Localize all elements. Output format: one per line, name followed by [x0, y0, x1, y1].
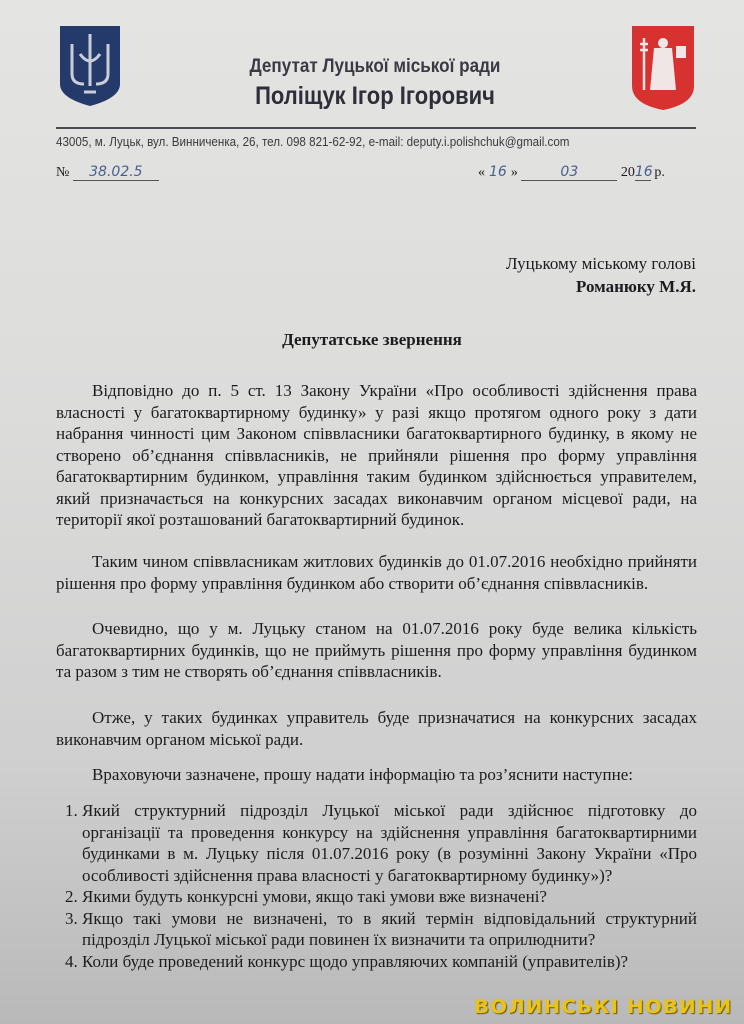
paragraph-5: Враховуючи зазначене, прошу надати інформацію та роз’яснити наступне: — [92, 765, 633, 784]
lutsk-coat-of-arms-icon — [630, 24, 696, 112]
letterhead-divider — [56, 127, 696, 129]
year-label: р. — [654, 165, 665, 180]
quote-close: » — [510, 165, 518, 180]
year-prefix: 20 — [620, 165, 635, 180]
addressee — [506, 252, 696, 298]
registration-number — [56, 164, 159, 181]
question-item: 4. Коли буде проведений конкурс щодо управляючих компаній (управителів)? — [82, 951, 697, 973]
letterhead-title: Депутат Луцької міської ради — [249, 56, 501, 77]
addressee-name: Романюку М.Я. — [575, 277, 696, 296]
paragraph-4: Отже, у таких будинках управитель буде призначатися на конкурсних засадах виконавчим органом міської ради. — [56, 708, 697, 749]
paragraph-1: Відповідно до п. 5 ст. 13 Закону України «Про особливості здійснення права власності у багатоквартирному будинку» у разі якщо протягом одного року з дати набрання чинності цим Законом співвласники багатоквартирного будинку, в якому не створено об’єднання співвласників, не прийняли рішення про форму управління багатоквартирним будинком, управління таким будинком здійснюється управителем, який призначається на конкурсних засадах виконавчим органом місцевої ради, на території якої розташований багатоквартирний будинок. — [56, 381, 697, 529]
paragraph-2: Таким чином співвласникам житлових будинків до 01.07.2016 необхідно прийняти рішення про форму управління будинком або створити об’єднання співвласників. — [56, 552, 697, 593]
question-item: 2. Якими будуть конкурсні умови, якщо такі умови вже визначені? — [82, 886, 697, 908]
year-suffix: 16 — [634, 164, 653, 180]
date-month: 03 — [521, 164, 617, 181]
number-label: № — [56, 165, 70, 180]
watermark-logo: ВОЛИНСЬКІ НОВИНИ — [473, 996, 733, 1018]
registration-date — [478, 164, 665, 181]
document-heading: Депутатське звернення — [282, 330, 462, 349]
question-item: 1. Який структурний підрозділ Луцької міської ради здійснює підготовку до організації та проведення конкурсу на здійснення управління багатоквартирними будинками в м. Луцьку після 01.07.2016 року (в розумінні Закону України «Про особливості здійснення права власності у багатоквартирному будинку»)? — [82, 800, 697, 886]
ukraine-coat-of-arms-icon — [58, 24, 122, 108]
addressee-title: Луцькому міському голові — [506, 254, 696, 273]
number-value: 38.02.5 — [73, 164, 159, 181]
letterhead-name: Поліщук Ігор Ігорович — [255, 82, 495, 110]
date-day: 16 — [489, 164, 507, 180]
letterhead-address: 43005, м. Луцьк, вул. Винниченка, 26, тел. 098 821-62-92, e-mail: deputy.i.polishchuk@gmail.com — [56, 135, 570, 149]
question-item: 3. Якщо такі умови не визначені, то в який термін відповідальний структурний підрозділ Луцької міської ради повинен їх визначити та оприлюднити? — [82, 908, 697, 951]
questions-list — [56, 800, 697, 972]
quote-open: « — [478, 165, 485, 180]
paragraph-3: Очевидно, що у м. Луцьку станом на 01.07.2016 року буде велика кількість багатоквартирних будинків, що не приймуть рішення про форму управління будинком та разом з тим не створять об’єднання співвласників. — [56, 619, 697, 681]
